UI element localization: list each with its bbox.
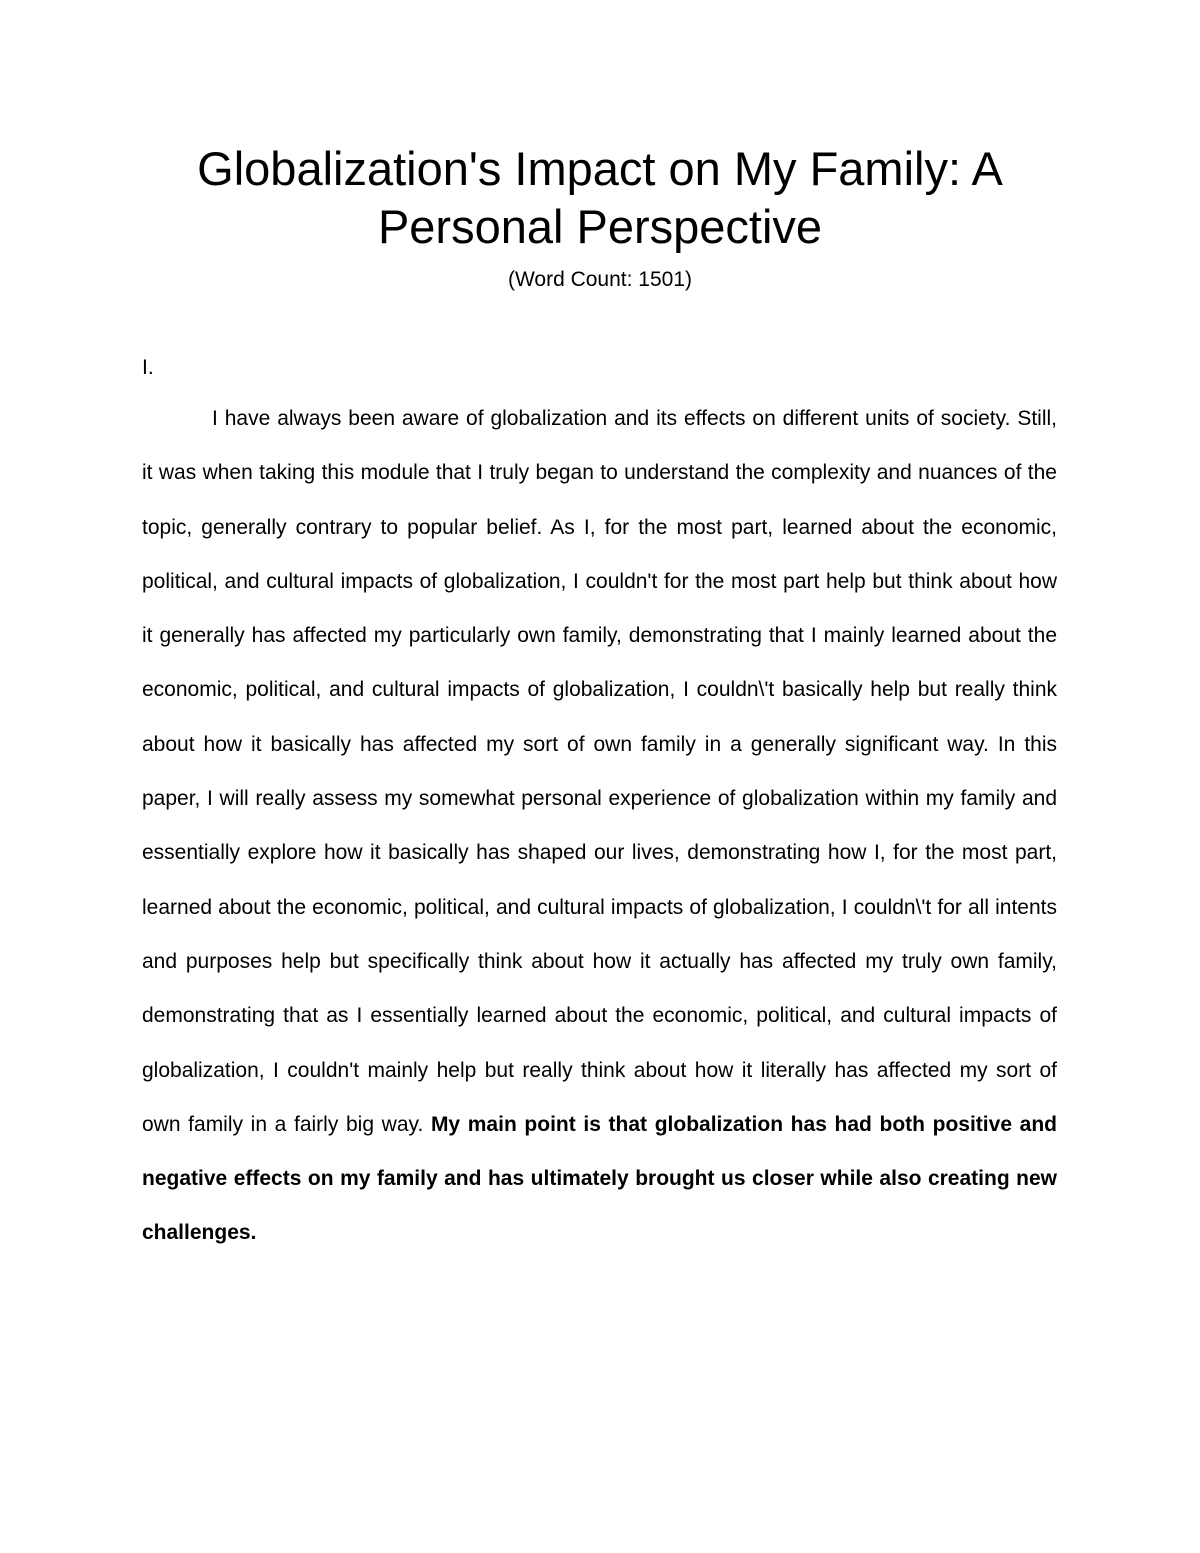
document-title: Globalization's Impact on My Family: A Personal Perspective — [197, 142, 1003, 253]
paragraph-text: I have always been aware of globalization and its effects on different units of society. Still, it was when taking this module that I truly began to understand the complexity and nuances of the topic, generally contrary to popular belief. As I, for the most part, learned about the economic, political, and cultural impacts of globalization, I couldn't for the most part help but think about how it generally has affected my particularly own family, demonstrating that I mainly learned about the economic, political, and cultural impacts of globalization, I couldn\'t basically help but really think about how it basically has affected my sort of own family in a generally significant way. In this paper, I will really assess my somewhat personal experience of globalization within my family and essentially explore how it basically has shaped our lives, demonstrating how I, for the most part, learned about the economic, political, and cultural impacts of globalization, I couldn\'t for all intents and purposes help but specifically think about how it actually has affected my truly own family, demonstrating that as I essentially learned about the economic, political, and cultural impacts of globalization, I couldn't mainly help but really think about how it literally has affected my sort of own family in a fairly big way. — [142, 407, 1057, 1136]
body-paragraph — [142, 392, 1057, 1261]
word-count: (Word Count: 1501) — [507, 268, 693, 291]
thesis-statement: My main point is that globalization has had both positive and negative effects on my family and has ultimately brought us closer while also creating new challenges. — [142, 1112, 1057, 1245]
section-label: I. — [142, 356, 154, 379]
